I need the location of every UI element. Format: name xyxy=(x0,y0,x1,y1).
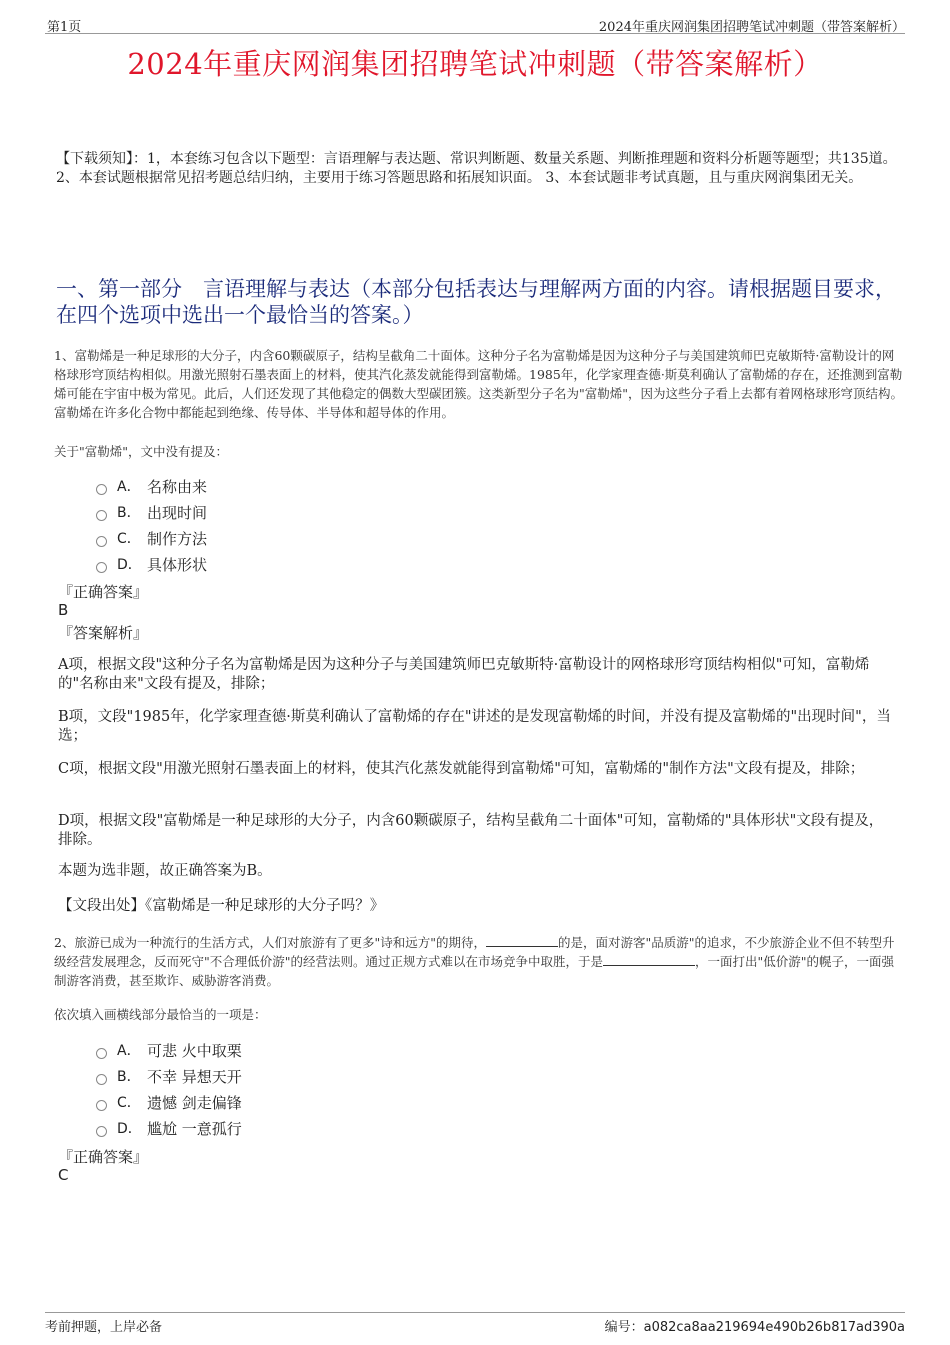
answer-value: B xyxy=(58,601,69,619)
question-2-text: 2、旅游已成为一种流行的生活方式，人们对旅游有了更多"诗和远方"的期待， 的是，面对游客"品质游"的追求，不少旅游企业不但不转型升级经营发展理念，反而死守"不合理低价游"的经营法则。通过正规方式难以在市场竞争中取胜，于是 ，一面打出"低价游"的幌子，一面强制游客消费，甚至欺诈、威胁游客消费。 xyxy=(54,935,895,988)
option-b[interactable]: B． 不幸 异想天开 xyxy=(96,1063,242,1089)
option-c[interactable]: C． 遗憾 剑走偏锋 xyxy=(96,1089,242,1115)
radio-icon[interactable] xyxy=(96,562,107,573)
fill-blank-1[interactable] xyxy=(486,933,558,947)
fill-blank-2[interactable] xyxy=(603,952,695,966)
option-a[interactable]: A． 可悲 火中取栗 xyxy=(96,1037,242,1063)
option-c[interactable]: C． 制作方法 xyxy=(96,525,207,551)
option-d[interactable]: D． 具体形状 xyxy=(96,551,207,577)
analysis-label: 『答案解析』 xyxy=(58,624,149,642)
radio-icon[interactable] xyxy=(96,510,107,521)
page-header xyxy=(45,14,905,34)
page-title: 2024年重庆网润集团招聘笔试冲刺题（带答案解析） xyxy=(127,47,823,81)
question-2-options xyxy=(96,1037,242,1141)
document-code: 编号：a082ca8aa219694e490b26b817ad390a xyxy=(604,1320,905,1335)
answer-value: C xyxy=(58,1166,69,1184)
option-d[interactable]: D． 尴尬 一意孤行 xyxy=(96,1115,242,1141)
analysis-d: D项，根据文段"富勒烯是一种足球形的大分子，内含60颗碳原子，结构呈截角二十面体"可知，富勒烯的"具体形状"文段有提及，排除。 xyxy=(58,813,884,848)
question-1-text: 1、富勒烯是一种足球形的大分子，内含60颗碳原子，结构呈截角二十面体。这种分子名为富勒烯是因为这种分子与美国建筑师巴克敏斯特·富勒设计的网格球形穹顶结构相似。用激光照射石墨表面上的材料，使其汽化蒸发就能得到富勒烯。1985年，化学家理查德·斯莫利确认了富勒烯的存在，还推测到富勒烯可能在宇宙中极为常见。此后，人们还发现了其他稳定的偶数大型碳团簇。这类新型分子名为"富勒烯"，因为这些分子看上去都有着网格球形穹顶结构。富勒烯在许多化合物中都能起到绝缘、传导体、半导体和超导体的作用。 xyxy=(54,348,904,420)
footer-slogan: 考前押题，上岸必备 xyxy=(45,1320,163,1335)
passage-source: 【文段出处】《富勒烯是一种足球形的大分子吗？》 xyxy=(58,898,385,914)
answer-label: 『正确答案』 xyxy=(58,1148,149,1166)
option-b[interactable]: B． 出现时间 xyxy=(96,499,207,525)
analysis-conclusion: 本题为选非题，故正确答案为B。 xyxy=(58,863,272,879)
header-doc-title: 2024年重庆网润集团招聘笔试冲刺题（带答案解析） xyxy=(598,20,905,35)
radio-icon[interactable] xyxy=(96,1126,107,1137)
analysis-a: A项，根据文段"这种分子名为富勒烯是因为这种分子与美国建筑师巴克敏斯特·富勒设计的网格球形穹顶结构相似"可知，富勒烯的"名称由来"文段有提及，排除； xyxy=(58,657,870,692)
radio-icon[interactable] xyxy=(96,1074,107,1085)
answer-label: 『正确答案』 xyxy=(58,583,149,601)
question-2-prompt: 依次填入画横线部分最恰当的一项是： xyxy=(54,1007,267,1022)
download-notice: 【下载须知】：1，本套练习包含以下题型：言语理解与表达题、常识判断题、数量关系题、判断推理题和资料分析题等题型；共135道。 2、本套试题根据常见招考题总结归纳，主要用于练习答题思路和拓展知识面。 3、本套试题非考试真题，且与重庆网润集团无关。 xyxy=(56,151,897,186)
radio-icon[interactable] xyxy=(96,1100,107,1111)
question-1-prompt: 关于"富勒烯"，文中没有提及： xyxy=(54,444,228,459)
question-1-options xyxy=(96,473,207,577)
radio-icon[interactable] xyxy=(96,536,107,547)
analysis-b: B项，文段"1985年，化学家理查德·斯莫利确认了富勒烯的存在"讲述的是发现富勒烯的时间，并没有提及富勒烯的"出现时间"，当选； xyxy=(58,709,891,744)
analysis-c: C项，根据文段"用激光照射石墨表面上的材料，使其汽化蒸发就能得到富勒烯"可知，富勒烯的"制作方法"文段有提及，排除； xyxy=(58,761,865,777)
option-a[interactable]: A． 名称由来 xyxy=(96,473,207,499)
page-number: 第1页 xyxy=(47,20,82,35)
section-heading: 一、第一部分 言语理解与表达（本部分包括表达与理解两方面的内容。请根据题目要求，在四个选项中选出一个最恰当的答案。） xyxy=(56,277,896,327)
radio-icon[interactable] xyxy=(96,1048,107,1059)
radio-icon[interactable] xyxy=(96,484,107,495)
page-footer xyxy=(45,1312,905,1337)
